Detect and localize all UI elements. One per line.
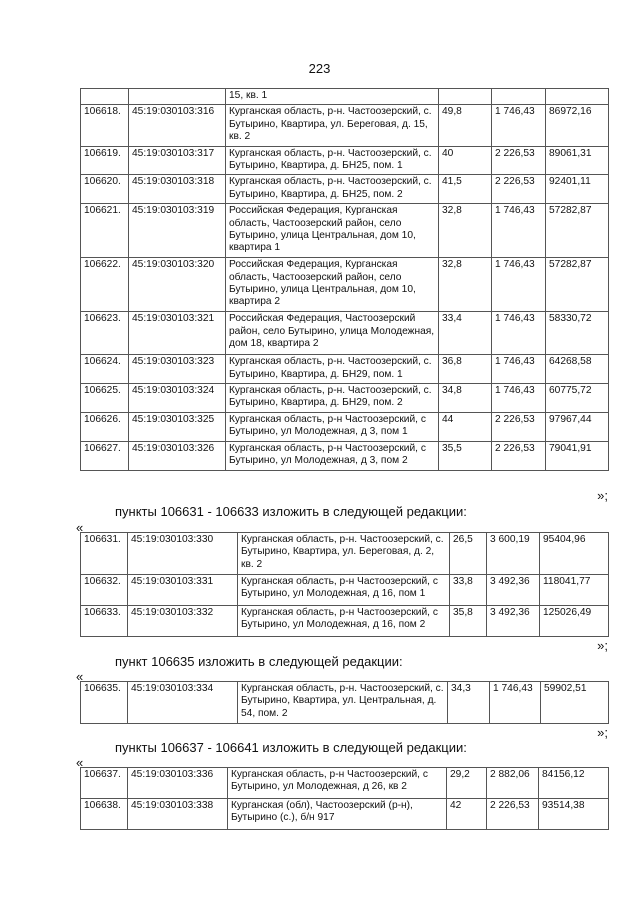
table-row xyxy=(81,89,609,105)
cadastral-number-cell: 45:19:030103:334 xyxy=(128,682,238,724)
area-cell: 34,3 xyxy=(448,682,490,724)
data-table-3 xyxy=(80,681,609,724)
address-cell: Курганская область, р-н. Частоозерский, с. Бутырино, Квартира, ул. Береговая, д. 2, кв. 2 xyxy=(238,533,450,575)
closing-quote-3: »; xyxy=(597,725,608,740)
area-cell: 41,5 xyxy=(439,175,492,204)
rate-cell: 2 226,53 xyxy=(492,441,546,470)
cadastral-value-cell: 60775,72 xyxy=(546,384,609,413)
rate-cell: 2 226,53 xyxy=(492,175,546,204)
cadastral-number-cell: 45:19:030103:316 xyxy=(129,105,226,146)
table-row xyxy=(81,258,609,312)
table-row xyxy=(81,412,609,441)
address-cell: Курганская область, р-н. Частоозерский, с. Бутырино, Квартира, ул. Береговая, д. 15, кв. 2 xyxy=(226,105,439,146)
rate-cell: 1 746,43 xyxy=(492,258,546,312)
cadastral-number-cell: 45:19:030103:332 xyxy=(128,606,238,637)
area-cell: 34,8 xyxy=(439,384,492,413)
address-cell: Курганская область, р-н. Частоозерский, с. Бутырино, Квартира, ул. Центральная, д. 54, пом. 2 xyxy=(238,682,448,724)
item-number-cell: 106631. xyxy=(81,533,128,575)
closing-quote-2: »; xyxy=(597,638,608,653)
item-number-cell: 106618. xyxy=(81,105,129,146)
table-row xyxy=(81,312,609,355)
rate-cell: 2 226,53 xyxy=(487,799,539,830)
table-row xyxy=(81,575,609,606)
cadastral-value-cell: 59902,51 xyxy=(541,682,609,724)
cadastral-number-cell: 45:19:030103:330 xyxy=(128,533,238,575)
cadastral-value-cell: 64268,58 xyxy=(546,355,609,384)
cadastral-value-cell: 89061,31 xyxy=(546,146,609,175)
table-row xyxy=(81,204,609,258)
item-number-cell: 106632. xyxy=(81,575,128,606)
cadastral-value-cell: 86972,16 xyxy=(546,105,609,146)
area-cell: 49,8 xyxy=(439,105,492,146)
closing-quote-1: »; xyxy=(597,488,608,503)
item-number-cell: 106622. xyxy=(81,258,129,312)
cadastral-value-cell: 125026,49 xyxy=(540,606,609,637)
cadastral-number-cell: 45:19:030103:317 xyxy=(129,146,226,175)
cadastral-number-cell: 45:19:030103:338 xyxy=(128,799,228,830)
item-number-cell xyxy=(81,89,129,105)
table-row xyxy=(81,355,609,384)
area-cell: 35,5 xyxy=(439,441,492,470)
table-row xyxy=(81,384,609,413)
cadastral-value-cell xyxy=(546,89,609,105)
area-cell: 32,8 xyxy=(439,258,492,312)
cadastral-number-cell: 45:19:030103:326 xyxy=(129,441,226,470)
item-number-cell: 106626. xyxy=(81,412,129,441)
rate-cell: 1 746,43 xyxy=(490,682,541,724)
table-row xyxy=(81,682,609,724)
area-cell: 29,2 xyxy=(447,768,487,799)
rate-cell: 1 746,43 xyxy=(492,312,546,355)
opening-quote-2: « xyxy=(76,669,84,684)
rate-cell: 3 492,36 xyxy=(487,575,540,606)
cadastral-value-cell: 118041,77 xyxy=(540,575,609,606)
cadastral-number-cell: 45:19:030103:321 xyxy=(129,312,226,355)
cadastral-value-cell: 57282,87 xyxy=(546,258,609,312)
amendment-paragraph-2: пункт 106635 изложить в следующей редакции: xyxy=(115,654,403,669)
address-cell: Российская Федерация, Курганская область, Частоозерский район, село Бутырино, улица Центральная, дом 10, квартира 1 xyxy=(226,204,439,258)
address-cell: Курганская область, р-н. Частоозерский, с. Бутырино, Квартира, д. БН29, пом. 1 xyxy=(226,355,439,384)
area-cell: 35,8 xyxy=(450,606,487,637)
rate-cell: 3 492,36 xyxy=(487,606,540,637)
address-cell: Курганская область, р-н Частоозерский, с Бутырино, ул Молодежная, д 3, пом 1 xyxy=(226,412,439,441)
area-cell: 32,8 xyxy=(439,204,492,258)
item-number-cell: 106620. xyxy=(81,175,129,204)
rate-cell: 2 226,53 xyxy=(492,412,546,441)
cadastral-number-cell: 45:19:030103:331 xyxy=(128,575,238,606)
cadastral-number-cell: 45:19:030103:319 xyxy=(129,204,226,258)
cadastral-number-cell: 45:19:030103:318 xyxy=(129,175,226,204)
area-cell: 44 xyxy=(439,412,492,441)
address-cell: Курганская область, р-н Частоозерский, с Бутырино, ул Молодежная, д 26, кв 2 xyxy=(228,768,447,799)
amendment-paragraph-3: пункты 106637 - 106641 изложить в следующей редакции: xyxy=(115,740,467,755)
address-cell: Курганская (обл), Частоозерский (р-н), Бутырино (с.), б/н 917 xyxy=(228,799,447,830)
table-row xyxy=(81,146,609,175)
rate-cell: 1 746,43 xyxy=(492,105,546,146)
address-cell: Курганская область, р-н. Частоозерский, с. Бутырино, Квартира, д. БН29, пом. 2 xyxy=(226,384,439,413)
data-table-4 xyxy=(80,767,609,830)
address-cell: Российская Федерация, Курганская область, Частоозерский район, село Бутырино, улица Центральная, дом 10, квартира 2 xyxy=(226,258,439,312)
area-cell: 42 xyxy=(447,799,487,830)
cadastral-value-cell: 95404,96 xyxy=(540,533,609,575)
address-cell: Курганская область, р-н. Частоозерский, с. Бутырино, Квартира, д. БН25, пом. 2 xyxy=(226,175,439,204)
cadastral-value-cell: 79041,91 xyxy=(546,441,609,470)
cadastral-value-cell: 84156,12 xyxy=(539,768,609,799)
rate-cell: 1 746,43 xyxy=(492,384,546,413)
area-cell: 36,8 xyxy=(439,355,492,384)
page-number: 223 xyxy=(308,61,331,76)
table-row xyxy=(81,441,609,470)
address-cell: Курганская область, р-н Частоозерский, с Бутырино, ул Молодежная, д 3, пом 2 xyxy=(226,441,439,470)
item-number-cell: 106633. xyxy=(81,606,128,637)
cadastral-value-cell: 58330,72 xyxy=(546,312,609,355)
opening-quote-1: « xyxy=(76,520,84,535)
rate-cell: 2 882,06 xyxy=(487,768,539,799)
table-row xyxy=(81,175,609,204)
amendment-paragraph-1: пункты 106631 - 106633 изложить в следующей редакции: xyxy=(115,504,467,519)
address-cell: Курганская область, р-н. Частоозерский, с. Бутырино, Квартира, д. БН25, пом. 1 xyxy=(226,146,439,175)
address-cell: Российская Федерация, Частоозерский район, село Бутырино, улица Молодежная, дом 18, квартира 2 xyxy=(226,312,439,355)
table-row xyxy=(81,606,609,637)
cadastral-number-cell: 45:19:030103:336 xyxy=(128,768,228,799)
cadastral-number-cell: 45:19:030103:323 xyxy=(129,355,226,384)
item-number-cell: 106638. xyxy=(81,799,128,830)
cadastral-value-cell: 93514,38 xyxy=(539,799,609,830)
data-table-1 xyxy=(80,88,609,471)
cadastral-number-cell: 45:19:030103:325 xyxy=(129,412,226,441)
table-row xyxy=(81,105,609,146)
cadastral-number-cell: 45:19:030103:320 xyxy=(129,258,226,312)
rate-cell xyxy=(492,89,546,105)
table-row xyxy=(81,533,609,575)
rate-cell: 1 746,43 xyxy=(492,204,546,258)
item-number-cell: 106635. xyxy=(81,682,128,724)
rate-cell: 3 600,19 xyxy=(487,533,540,575)
item-number-cell: 106619. xyxy=(81,146,129,175)
cadastral-number-cell: 45:19:030103:324 xyxy=(129,384,226,413)
table-row xyxy=(81,768,609,799)
address-cell: 15, кв. 1 xyxy=(226,89,439,105)
item-number-cell: 106624. xyxy=(81,355,129,384)
rate-cell: 2 226,53 xyxy=(492,146,546,175)
area-cell: 33,8 xyxy=(450,575,487,606)
table-row xyxy=(81,799,609,830)
area-cell: 33,4 xyxy=(439,312,492,355)
item-number-cell: 106637. xyxy=(81,768,128,799)
item-number-cell: 106627. xyxy=(81,441,129,470)
cadastral-number-cell xyxy=(129,89,226,105)
cadastral-value-cell: 57282,87 xyxy=(546,204,609,258)
item-number-cell: 106625. xyxy=(81,384,129,413)
data-table-2 xyxy=(80,532,609,637)
address-cell: Курганская область, р-н Частоозерский, с Бутырино, ул Молодежная, д 16, пом 1 xyxy=(238,575,450,606)
rate-cell: 1 746,43 xyxy=(492,355,546,384)
opening-quote-3: « xyxy=(76,755,84,770)
cadastral-value-cell: 92401,11 xyxy=(546,175,609,204)
cadastral-value-cell: 97967,44 xyxy=(546,412,609,441)
address-cell: Курганская область, р-н Частоозерский, с Бутырино, ул Молодежная, д 16, пом 2 xyxy=(238,606,450,637)
area-cell: 26,5 xyxy=(450,533,487,575)
area-cell: 40 xyxy=(439,146,492,175)
area-cell xyxy=(439,89,492,105)
item-number-cell: 106623. xyxy=(81,312,129,355)
item-number-cell: 106621. xyxy=(81,204,129,258)
